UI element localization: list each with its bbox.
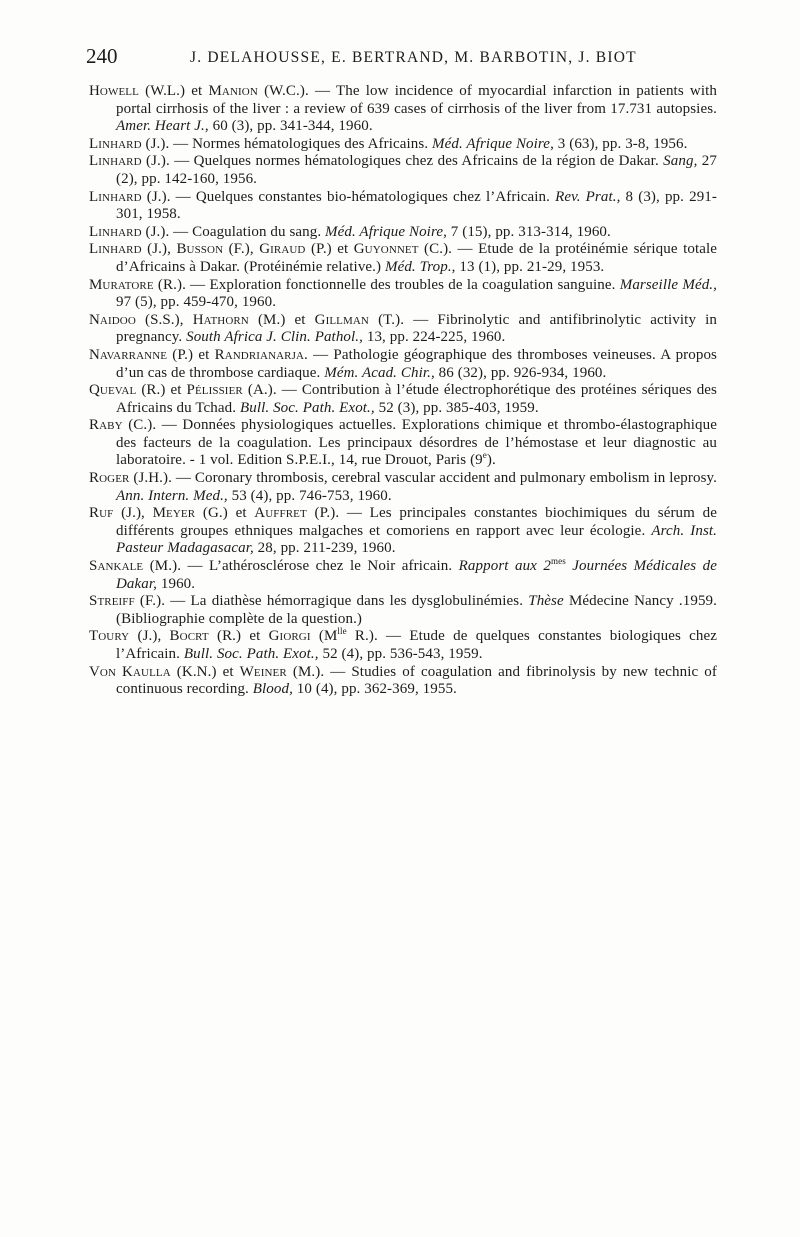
- author-name: Auffret: [254, 505, 307, 522]
- reference-entry: [89, 312, 717, 347]
- reference-text: (M: [310, 628, 338, 645]
- reference-text: (P.) et: [305, 241, 354, 258]
- reference-text: (R.) et: [136, 382, 187, 399]
- author-name: Linhard: [89, 188, 142, 205]
- reference-text: R.). — Etude de quelques constantes biologiques chez l’Africain.: [116, 628, 717, 662]
- reference-entry: [89, 241, 717, 276]
- reference-text: (J.). — Coagulation du sang.: [141, 223, 326, 240]
- journal-title: South Africa J. Clin. Pathol.,: [186, 329, 363, 346]
- author-name: Manion: [208, 83, 258, 99]
- reference-text: (J.). — Normes hématologiques des Africains.: [141, 135, 433, 152]
- author-name: Queval: [89, 382, 137, 399]
- author-name: Raby: [89, 417, 123, 434]
- reference-text: 13, pp. 224-225, 1960.: [363, 329, 506, 346]
- reference-text: (J.H.). — Coronary thrombosis, cerebral vascular accident and pulmonary embolism in leprosy.: [129, 470, 717, 487]
- author-name: Gillman: [314, 311, 369, 328]
- reference-text: (R.). — Exploration fonctionnelle des troubles de la coagulation sanguine.: [153, 276, 620, 293]
- reference-entry: [89, 136, 717, 154]
- author-name: Roger: [89, 470, 130, 487]
- author-name: Linhard: [89, 153, 142, 170]
- reference-text: (R.) et: [208, 628, 269, 645]
- reference-text: . — Pathologie géographique des thromboses veineuses. A propos d’un cas de thrombose cardiaque.: [116, 346, 717, 381]
- reference-text: , 60 (3), pp. 341-344, 1960.: [204, 118, 373, 135]
- reference-text: (G.) et: [195, 505, 255, 522]
- journal-title: Marseille Méd.,: [619, 276, 718, 293]
- reference-entry: [89, 417, 717, 470]
- author-name: Howell: [89, 83, 139, 99]
- reference-text: Médecine Nancy .1959. (Bibliographie complète de la question.): [116, 593, 717, 627]
- reference-text: (J.),: [141, 241, 177, 258]
- journal-title: Arch. Inst. Pasteur Madagasacar,: [116, 522, 717, 557]
- superscript: lle: [337, 626, 347, 637]
- reference-text: (J.),: [129, 628, 170, 645]
- reference-text: (K.N.) et: [170, 663, 240, 680]
- reference-entry: [89, 382, 717, 417]
- journal-title: Mém. Acad. Chir.,: [324, 364, 435, 381]
- journal-title: Bull. Soc. Path. Exot.,: [183, 646, 319, 662]
- reference-text: (M.). — Studies of coagulation and fibrinolysis by new technic of continuous recording.: [116, 663, 717, 698]
- reference-text: 52 (3), pp. 385-403, 1959.: [374, 399, 539, 416]
- reference-text: 97 (5), pp. 459-470, 1960.: [116, 294, 277, 311]
- reference-text: 8 (3), pp. 291-301, 1958.: [116, 188, 717, 223]
- page-header: [86, 44, 726, 72]
- journal-title: Blood,: [252, 681, 293, 698]
- journal-title: Rapport aux 2: [458, 558, 551, 575]
- reference-entry: [89, 83, 717, 136]
- reference-text: (P.) et: [167, 346, 215, 363]
- reference-entry: [89, 189, 717, 224]
- journal-title: Sang,: [663, 153, 698, 170]
- reference-text: (M.) et: [248, 311, 315, 328]
- reference-text: (S.S.),: [135, 311, 193, 328]
- journal-title: Thèse: [528, 593, 564, 610]
- author-name: Sankale: [89, 558, 144, 575]
- reference-entry: [89, 277, 717, 312]
- reference-text: ).: [486, 452, 496, 469]
- author-name: Linhard: [89, 135, 142, 152]
- author-name: Busson: [176, 241, 224, 258]
- journal-title: Méd. Trop.,: [384, 258, 456, 275]
- reference-text: 13 (1), pp. 21-29, 1953.: [455, 258, 605, 275]
- reference-text: (C.). — Etude de la protéinémie sérique totale d’Africains à Dakar. (Protéinémie relative.): [116, 241, 718, 275]
- author-name: Naidoo: [89, 311, 136, 328]
- author-name: Von Kaulla: [89, 663, 171, 680]
- reference-text: 86 (32), pp. 926-934, 1960.: [434, 364, 607, 381]
- reference-text: (C.). — Données physiologiques actuelles. Explorations chimique et thrombo-élastographique des facteurs de la coagulation. Les principaux désordres de l’hémostase et leur diagnostic au laboratoire. - 1 vol. Edition S.P.E.I., 14, rue Drouot, Paris (9: [116, 417, 717, 469]
- reference-text: (P.). — Les principales constantes biochimiques du sérum de différents groupes ethniques malgaches et comoriens en rapport avec leur écologie.: [116, 505, 717, 539]
- journal-title: Journées Médicales de Dakar,: [116, 558, 717, 592]
- reference-text: 28, pp. 211-239, 1960.: [253, 540, 396, 557]
- reference-text: (F.),: [223, 241, 260, 258]
- running-head: J. DELAHOUSSE, E. BERTRAND, M. BARBOTIN, J. BIOT: [190, 49, 637, 66]
- author-name: Streiff: [89, 593, 135, 610]
- page-number: 240: [86, 44, 118, 68]
- reference-text: (J.). — Quelques constantes bio-hématologiques chez l’Africain.: [141, 188, 556, 205]
- reference-text: 53 (4), pp. 746-753, 1960.: [227, 487, 392, 504]
- journal-title: Ann. Intern. Med.,: [116, 487, 228, 504]
- superscript: e: [482, 450, 487, 461]
- author-name: Linhard: [89, 241, 142, 258]
- reference-entry: [89, 593, 717, 628]
- author-name: Hathorn: [192, 311, 249, 328]
- reference-entry: [89, 558, 717, 593]
- author-name: Muratore: [89, 276, 154, 293]
- author-name: Guyonnet: [353, 241, 419, 258]
- journal-title: Méd. Afrique Noire,: [325, 223, 447, 240]
- reference-text: (W.L.) et: [138, 83, 209, 99]
- reference-text: (J.). — Quelques normes hématologiques chez des Africains de la région de Dakar.: [141, 153, 664, 170]
- reference-entry: [89, 470, 717, 505]
- reference-text: (A.). — Contribution à l’étude électrophorétique des protéines sériques des Africains du Tchad.: [116, 382, 717, 416]
- reference-text: 3 (63), pp. 3-8, 1956.: [553, 135, 688, 152]
- reference-entry: [89, 505, 717, 558]
- reference-text: (T.). — Fibrinolytic and antifibrinolytic activity in pregnancy.: [116, 311, 718, 346]
- journal-title: Bull. Soc. Path. Exot.,: [239, 399, 375, 416]
- author-name: Pélissier: [186, 382, 243, 399]
- reference-text: 1960.: [157, 575, 196, 592]
- author-name: Toury: [89, 628, 130, 645]
- reference-text: 52 (4), pp. 536-543, 1959.: [318, 646, 483, 662]
- reference-text: (J.),: [113, 505, 153, 522]
- reference-entry: [89, 664, 717, 699]
- author-name: Linhard: [89, 223, 142, 240]
- reference-text: (F.). — La diathèse hémorragique dans les dysglobulinémies.: [134, 593, 529, 610]
- reference-entry: [89, 153, 717, 188]
- reference-text: (W.C.). — The low incidence of myocardial infarction in patients with portal cirrhosis of the liver : a review of 639 cases of cirrhosis of the liver from 17.731 autopsies.: [116, 83, 717, 117]
- journal-title: Amer. Heart J.: [116, 118, 205, 135]
- superscript: mes: [551, 556, 566, 567]
- author-name: Giorgi: [268, 628, 311, 645]
- reference-text: 7 (15), pp. 313-314, 1960.: [446, 223, 611, 240]
- reference-entry: [89, 347, 717, 382]
- author-name: Giraud: [259, 241, 306, 258]
- author-name: Weiner: [239, 663, 287, 680]
- author-name: Ruf: [89, 505, 114, 522]
- reference-entry: [89, 628, 717, 663]
- author-name: Meyer: [152, 505, 196, 522]
- journal-title: Rev. Prat.,: [555, 188, 621, 205]
- reference-text: 27 (2), pp. 142-160, 1956.: [116, 153, 717, 187]
- reference-list: [89, 83, 717, 699]
- reference-text: 10 (4), pp. 362-369, 1955.: [292, 681, 457, 698]
- journal-title: Méd. Afrique Noire,: [432, 135, 554, 152]
- reference-text: (M.). — L’athérosclérose chez le Noir africain.: [143, 558, 459, 575]
- author-name: Randrianarja: [214, 346, 305, 363]
- author-name: Navarranne: [89, 346, 168, 363]
- reference-entry: [89, 224, 717, 242]
- author-name: Bocrt: [169, 628, 209, 645]
